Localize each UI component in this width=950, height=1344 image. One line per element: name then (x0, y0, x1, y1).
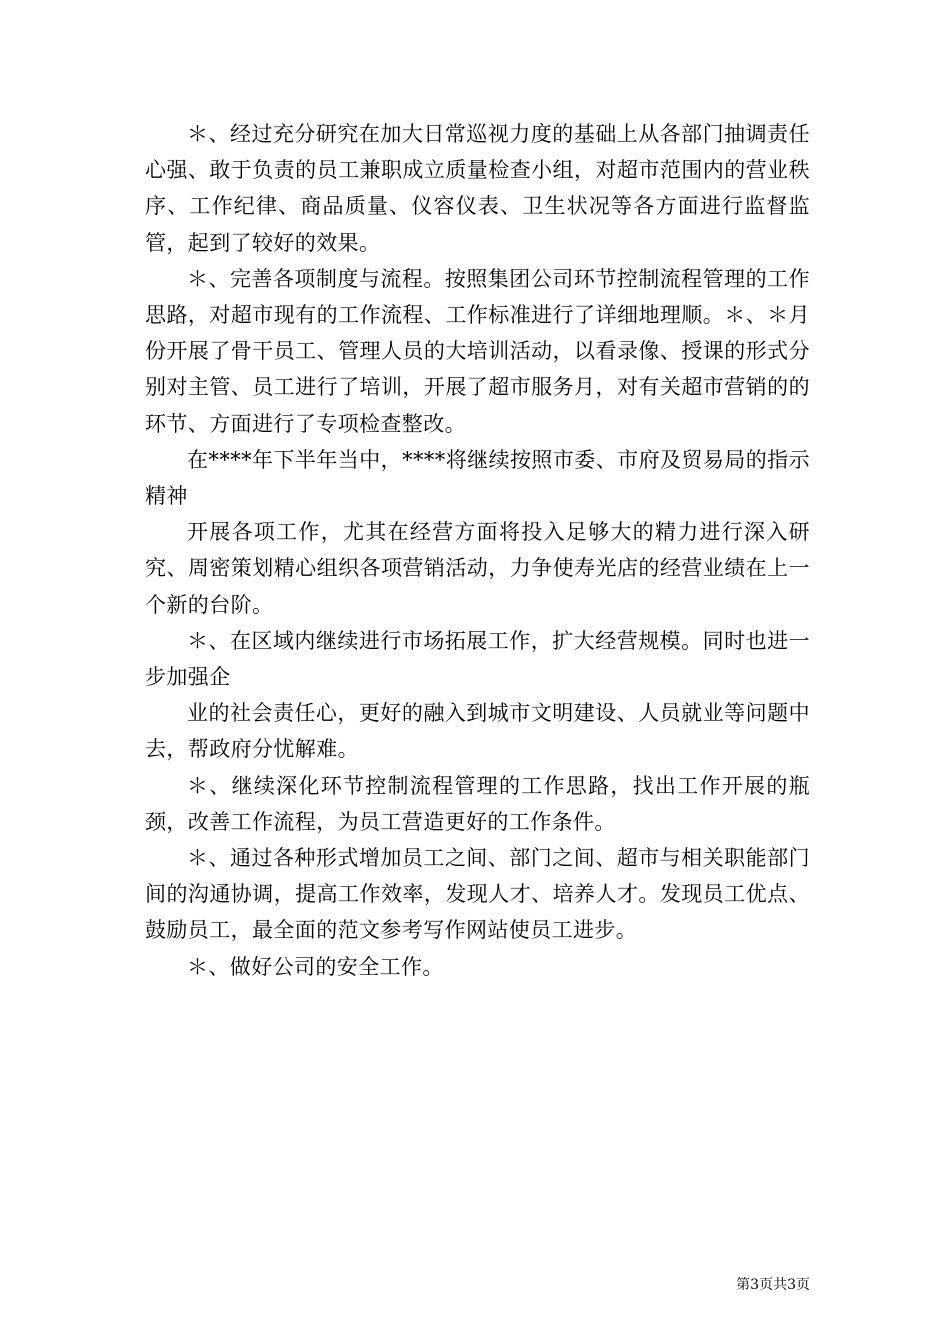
paragraph-3: 在****年下半年当中，****将继续按照市委、市府及贸易局的指示精神 (145, 447, 810, 509)
paragraph-8: ＊、通过各种形式增加员工之间、部门之间、超市与相关职能部门间的沟通协调，提高工作效率，发现人才、培养人才。发现员工优点、鼓励员工，最全面的范文参考写作网站使员工进步。 (145, 846, 810, 943)
paragraph-2: ＊、完善各项制度与流程。按照集团公司环节控制流程管理的工作思路，对超市现有的工作流程、工作标准进行了详细地理顺。＊、＊月份开展了骨干员工、管理人员的大培训活动，以看录像、授课的形式分别对主管、员工进行了培训，开展了超市服务月，对有关超市营销的的环节、方面进行了专项检查整改。 (145, 266, 810, 436)
paragraph-9: ＊、做好公司的安全工作。 (187, 954, 444, 979)
paragraph-1: ＊、经过充分研究在加大日常巡视力度的基础上从各部门抽调责任心强、敢于负责的员工兼职成立质量检查小组，对超市范围内的营业秩序、工作纪律、商品质量、仪容仪表、卫生状况等各方面进行监督监管，起到了较好的效果。 (145, 122, 810, 255)
paragraph-4: 开展各项工作，尤其在经营方面将投入足够大的精力进行深入研究、周密策划精心组织各项营销活动，力争使寿光店的经营业绩在上一个新的台阶。 (145, 520, 810, 617)
page-number-footer: 第3页共3页 (736, 1277, 810, 1293)
paragraph-6: 业的社会责任心，更好的融入到城市文明建设、人员就业等问题中去，帮政府分忧解难。 (145, 701, 810, 762)
paragraph-7: ＊、继续深化环节控制流程管理的工作思路，找出工作开展的瓶颈，改善工作流程，为员工营造更好的工作条件。 (145, 773, 810, 834)
paragraph-5: ＊、在区域内继续进行市场拓展工作，扩大经营规模。同时也进一步加强企 (145, 628, 810, 690)
document-body (145, 116, 810, 985)
